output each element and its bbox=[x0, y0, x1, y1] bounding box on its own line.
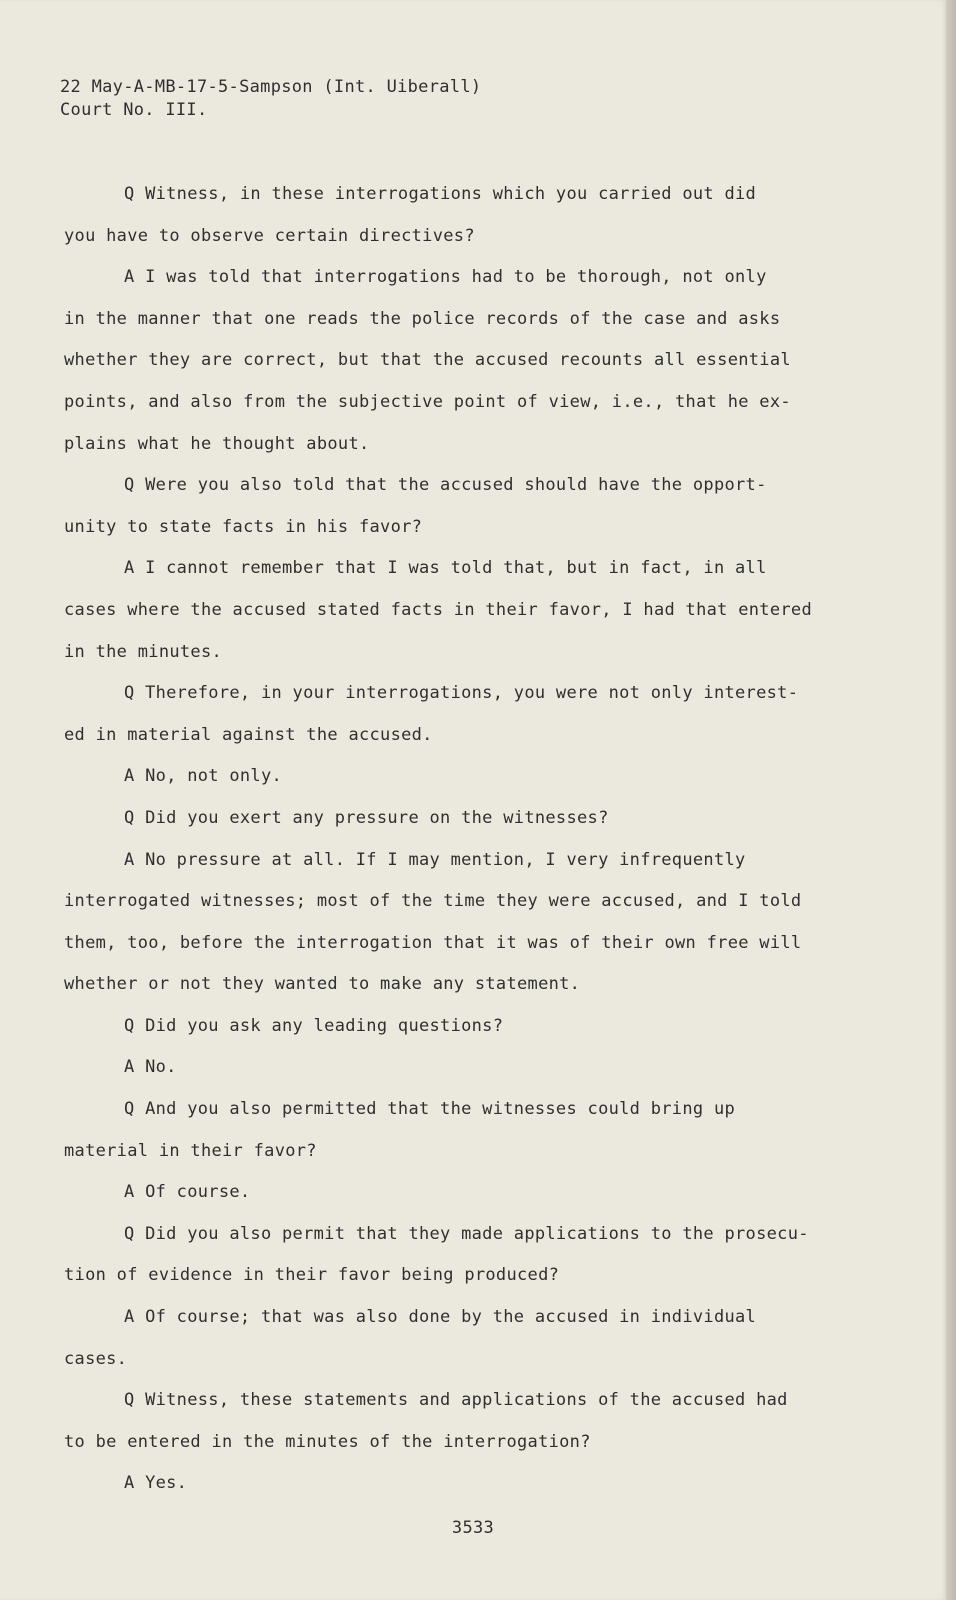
transcript-line: Q Did you also permit that they made applications to the prosecu- bbox=[124, 1223, 809, 1244]
transcript-line: cases. bbox=[64, 1348, 128, 1369]
transcript-line: A Of course; that was also done by the accused in individual bbox=[124, 1307, 757, 1328]
transcript-body bbox=[64, 174, 812, 1505]
transcript-line: Q Did you exert any pressure on the witnesses? bbox=[124, 807, 609, 828]
transcript-line: Q Witness, in these interrogations which you carried out did bbox=[124, 184, 757, 204]
transcript-line: to be entered in the minutes of the interrogation? bbox=[64, 1431, 591, 1452]
transcript-line: A No. bbox=[124, 1057, 177, 1078]
transcript-line: whether or not they wanted to make any statement. bbox=[64, 974, 581, 995]
transcript-line: material in their favor? bbox=[64, 1140, 317, 1161]
page-edge bbox=[946, 0, 956, 1600]
transcript-line: in the manner that one reads the police records of the case and asks bbox=[64, 308, 781, 329]
transcript-line: Q Witness, these statements and applications of the accused had bbox=[124, 1390, 788, 1411]
transcript-line: them, too, before the interrogation that it was of their own free will bbox=[64, 932, 802, 953]
transcript-line: A No, not only. bbox=[124, 766, 283, 787]
header-court-number: Court No. III. bbox=[60, 100, 208, 120]
transcript-line: A I was told that interrogations had to be thorough, not only bbox=[124, 267, 767, 288]
transcript-line: Q And you also permitted that the witnesses could bring up bbox=[124, 1099, 736, 1120]
transcript-line: ed in material against the accused. bbox=[64, 724, 433, 745]
transcript-line: interrogated witnesses; most of the time they were accused, and I told bbox=[64, 891, 802, 912]
transcript-line: A Yes. bbox=[124, 1473, 188, 1494]
transcript-line: Q Therefore, in your interrogations, you were not only interest- bbox=[124, 683, 799, 704]
transcript-line: cases where the accused stated facts in their favor, I had that entered bbox=[64, 599, 812, 620]
transcript-line: A Of course. bbox=[124, 1182, 251, 1203]
transcript-line: you have to observe certain directives? bbox=[64, 225, 475, 246]
header-case-reference: 22 May-A-MB-17-5-Sampson (Int. Uiberall) bbox=[60, 77, 482, 97]
transcript-line: unity to state facts in his favor? bbox=[64, 516, 423, 537]
page-number: 3533 bbox=[451, 1518, 495, 1538]
transcript-line: Q Were you also told that the accused should have the opport- bbox=[124, 475, 767, 496]
transcript-line: plains what he thought about. bbox=[64, 433, 370, 454]
transcript-line: A I cannot remember that I was told that, but in fact, in all bbox=[124, 558, 767, 579]
transcript-line: in the minutes. bbox=[64, 641, 223, 662]
transcript-line: whether they are correct, but that the accused recounts all essential bbox=[64, 350, 791, 371]
document-header bbox=[60, 76, 481, 122]
transcript-line: A No pressure at all. If I may mention, I very infrequently bbox=[124, 849, 746, 870]
transcript-line: points, and also from the subjective point of view, i.e., that he ex- bbox=[64, 391, 791, 412]
transcript-line: Q Did you ask any leading questions? bbox=[124, 1015, 504, 1036]
transcript-line: tion of evidence in their favor being produced? bbox=[64, 1265, 560, 1286]
